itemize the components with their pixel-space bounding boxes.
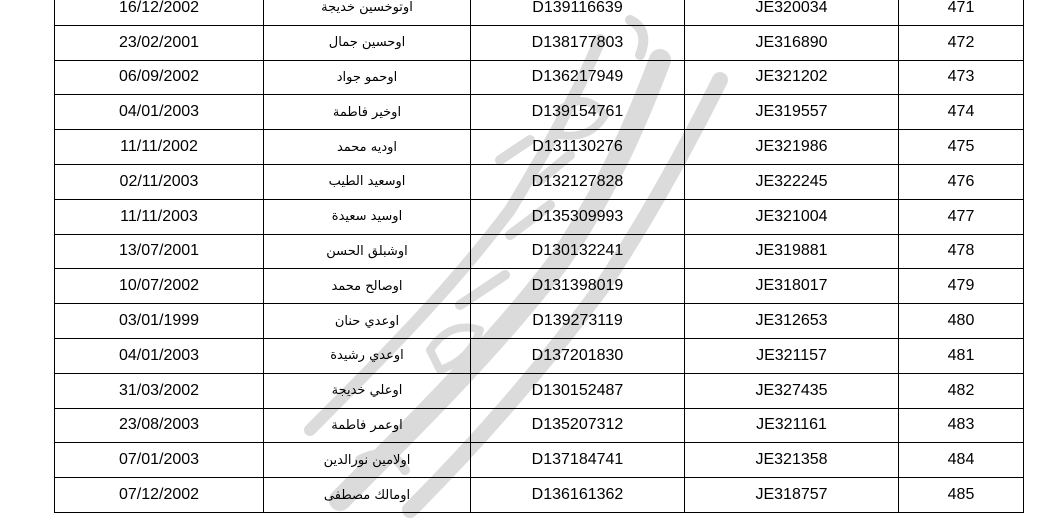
order-number-cell: 484 xyxy=(899,443,1024,478)
full-name-cell: اوعدي حنان xyxy=(264,304,471,339)
id-number-cell: D138177803 xyxy=(471,25,685,60)
full-name-cell: اوديه محمد xyxy=(264,130,471,165)
table-row xyxy=(55,164,1024,199)
registration-code-cell: JE321202 xyxy=(685,60,899,95)
birth-date-cell: 04/01/2003 xyxy=(55,338,264,373)
id-number-cell: D135309993 xyxy=(471,199,685,234)
full-name-cell: اوعدي رشيدة xyxy=(264,338,471,373)
id-number-cell: D137184741 xyxy=(471,443,685,478)
full-name-cell: اوتوخسين خديجة xyxy=(264,0,471,25)
full-name-cell: اوسيد سعيدة xyxy=(264,199,471,234)
id-number-cell: D130152487 xyxy=(471,373,685,408)
birth-date-cell: 16/12/2002 xyxy=(55,0,264,25)
table-row xyxy=(55,338,1024,373)
table-row xyxy=(55,478,1024,513)
registration-code-cell: JE320034 xyxy=(685,0,899,25)
table-row xyxy=(55,60,1024,95)
registration-code-cell: JE321986 xyxy=(685,130,899,165)
order-number-cell: 472 xyxy=(899,25,1024,60)
full-name-cell: اولامين نورالدين xyxy=(264,443,471,478)
registration-code-cell: JE321161 xyxy=(685,408,899,443)
order-number-cell: 478 xyxy=(899,234,1024,269)
order-number-cell: 476 xyxy=(899,164,1024,199)
id-number-cell: D131130276 xyxy=(471,130,685,165)
birth-date-cell: 02/11/2003 xyxy=(55,164,264,199)
table-row xyxy=(55,95,1024,130)
table-row xyxy=(55,130,1024,165)
id-number-cell: D130132241 xyxy=(471,234,685,269)
order-number-cell: 477 xyxy=(899,199,1024,234)
birth-date-cell: 23/08/2003 xyxy=(55,408,264,443)
full-name-cell: اومالك مصطفى xyxy=(264,478,471,513)
table-row xyxy=(55,408,1024,443)
table-row xyxy=(55,199,1024,234)
order-number-cell: 485 xyxy=(899,478,1024,513)
full-name-cell: اوحسين جمال xyxy=(264,25,471,60)
id-number-cell: D137201830 xyxy=(471,338,685,373)
order-number-cell: 475 xyxy=(899,130,1024,165)
full-name-cell: اوحمو جواد xyxy=(264,60,471,95)
birth-date-cell: 31/03/2002 xyxy=(55,373,264,408)
table-row xyxy=(55,373,1024,408)
records-table-body xyxy=(55,0,1024,512)
registration-code-cell: JE321358 xyxy=(685,443,899,478)
id-number-cell: D135207312 xyxy=(471,408,685,443)
table-row xyxy=(55,304,1024,339)
id-number-cell: D136217949 xyxy=(471,60,685,95)
full-name-cell: اوعلي خديجة xyxy=(264,373,471,408)
id-number-cell: D139116639 xyxy=(471,0,685,25)
full-name-cell: اوخير فاطمة xyxy=(264,95,471,130)
order-number-cell: 482 xyxy=(899,373,1024,408)
order-number-cell: 474 xyxy=(899,95,1024,130)
id-number-cell: D139154761 xyxy=(471,95,685,130)
registration-code-cell: JE318757 xyxy=(685,478,899,513)
full-name-cell: اوصالح محمد xyxy=(264,269,471,304)
id-number-cell: D139273119 xyxy=(471,304,685,339)
table-row xyxy=(55,443,1024,478)
records-table xyxy=(54,0,1024,513)
birth-date-cell: 10/07/2002 xyxy=(55,269,264,304)
registration-code-cell: JE316890 xyxy=(685,25,899,60)
registration-code-cell: JE319881 xyxy=(685,234,899,269)
table-row xyxy=(55,269,1024,304)
birth-date-cell: 23/02/2001 xyxy=(55,25,264,60)
registration-code-cell: JE318017 xyxy=(685,269,899,304)
registration-code-cell: JE327435 xyxy=(685,373,899,408)
birth-date-cell: 03/01/1999 xyxy=(55,304,264,339)
full-name-cell: اوعمر فاطمة xyxy=(264,408,471,443)
id-number-cell: D132127828 xyxy=(471,164,685,199)
birth-date-cell: 06/09/2002 xyxy=(55,60,264,95)
order-number-cell: 471 xyxy=(899,0,1024,25)
id-number-cell: D136161362 xyxy=(471,478,685,513)
full-name-cell: اوشبلق الحسن xyxy=(264,234,471,269)
registration-code-cell: JE321004 xyxy=(685,199,899,234)
birth-date-cell: 07/01/2003 xyxy=(55,443,264,478)
order-number-cell: 481 xyxy=(899,338,1024,373)
order-number-cell: 480 xyxy=(899,304,1024,339)
id-number-cell: D131398019 xyxy=(471,269,685,304)
birth-date-cell: 13/07/2001 xyxy=(55,234,264,269)
birth-date-cell: 07/12/2002 xyxy=(55,478,264,513)
order-number-cell: 483 xyxy=(899,408,1024,443)
registration-code-cell: JE321157 xyxy=(685,338,899,373)
birth-date-cell: 04/01/2003 xyxy=(55,95,264,130)
registration-code-cell: JE322245 xyxy=(685,164,899,199)
order-number-cell: 473 xyxy=(899,60,1024,95)
birth-date-cell: 11/11/2002 xyxy=(55,130,264,165)
table-row xyxy=(55,25,1024,60)
birth-date-cell: 11/11/2003 xyxy=(55,199,264,234)
order-number-cell: 479 xyxy=(899,269,1024,304)
registration-code-cell: JE312653 xyxy=(685,304,899,339)
registration-code-cell: JE319557 xyxy=(685,95,899,130)
full-name-cell: اوسعيد الطيب xyxy=(264,164,471,199)
table-row xyxy=(55,0,1024,25)
table-row xyxy=(55,234,1024,269)
